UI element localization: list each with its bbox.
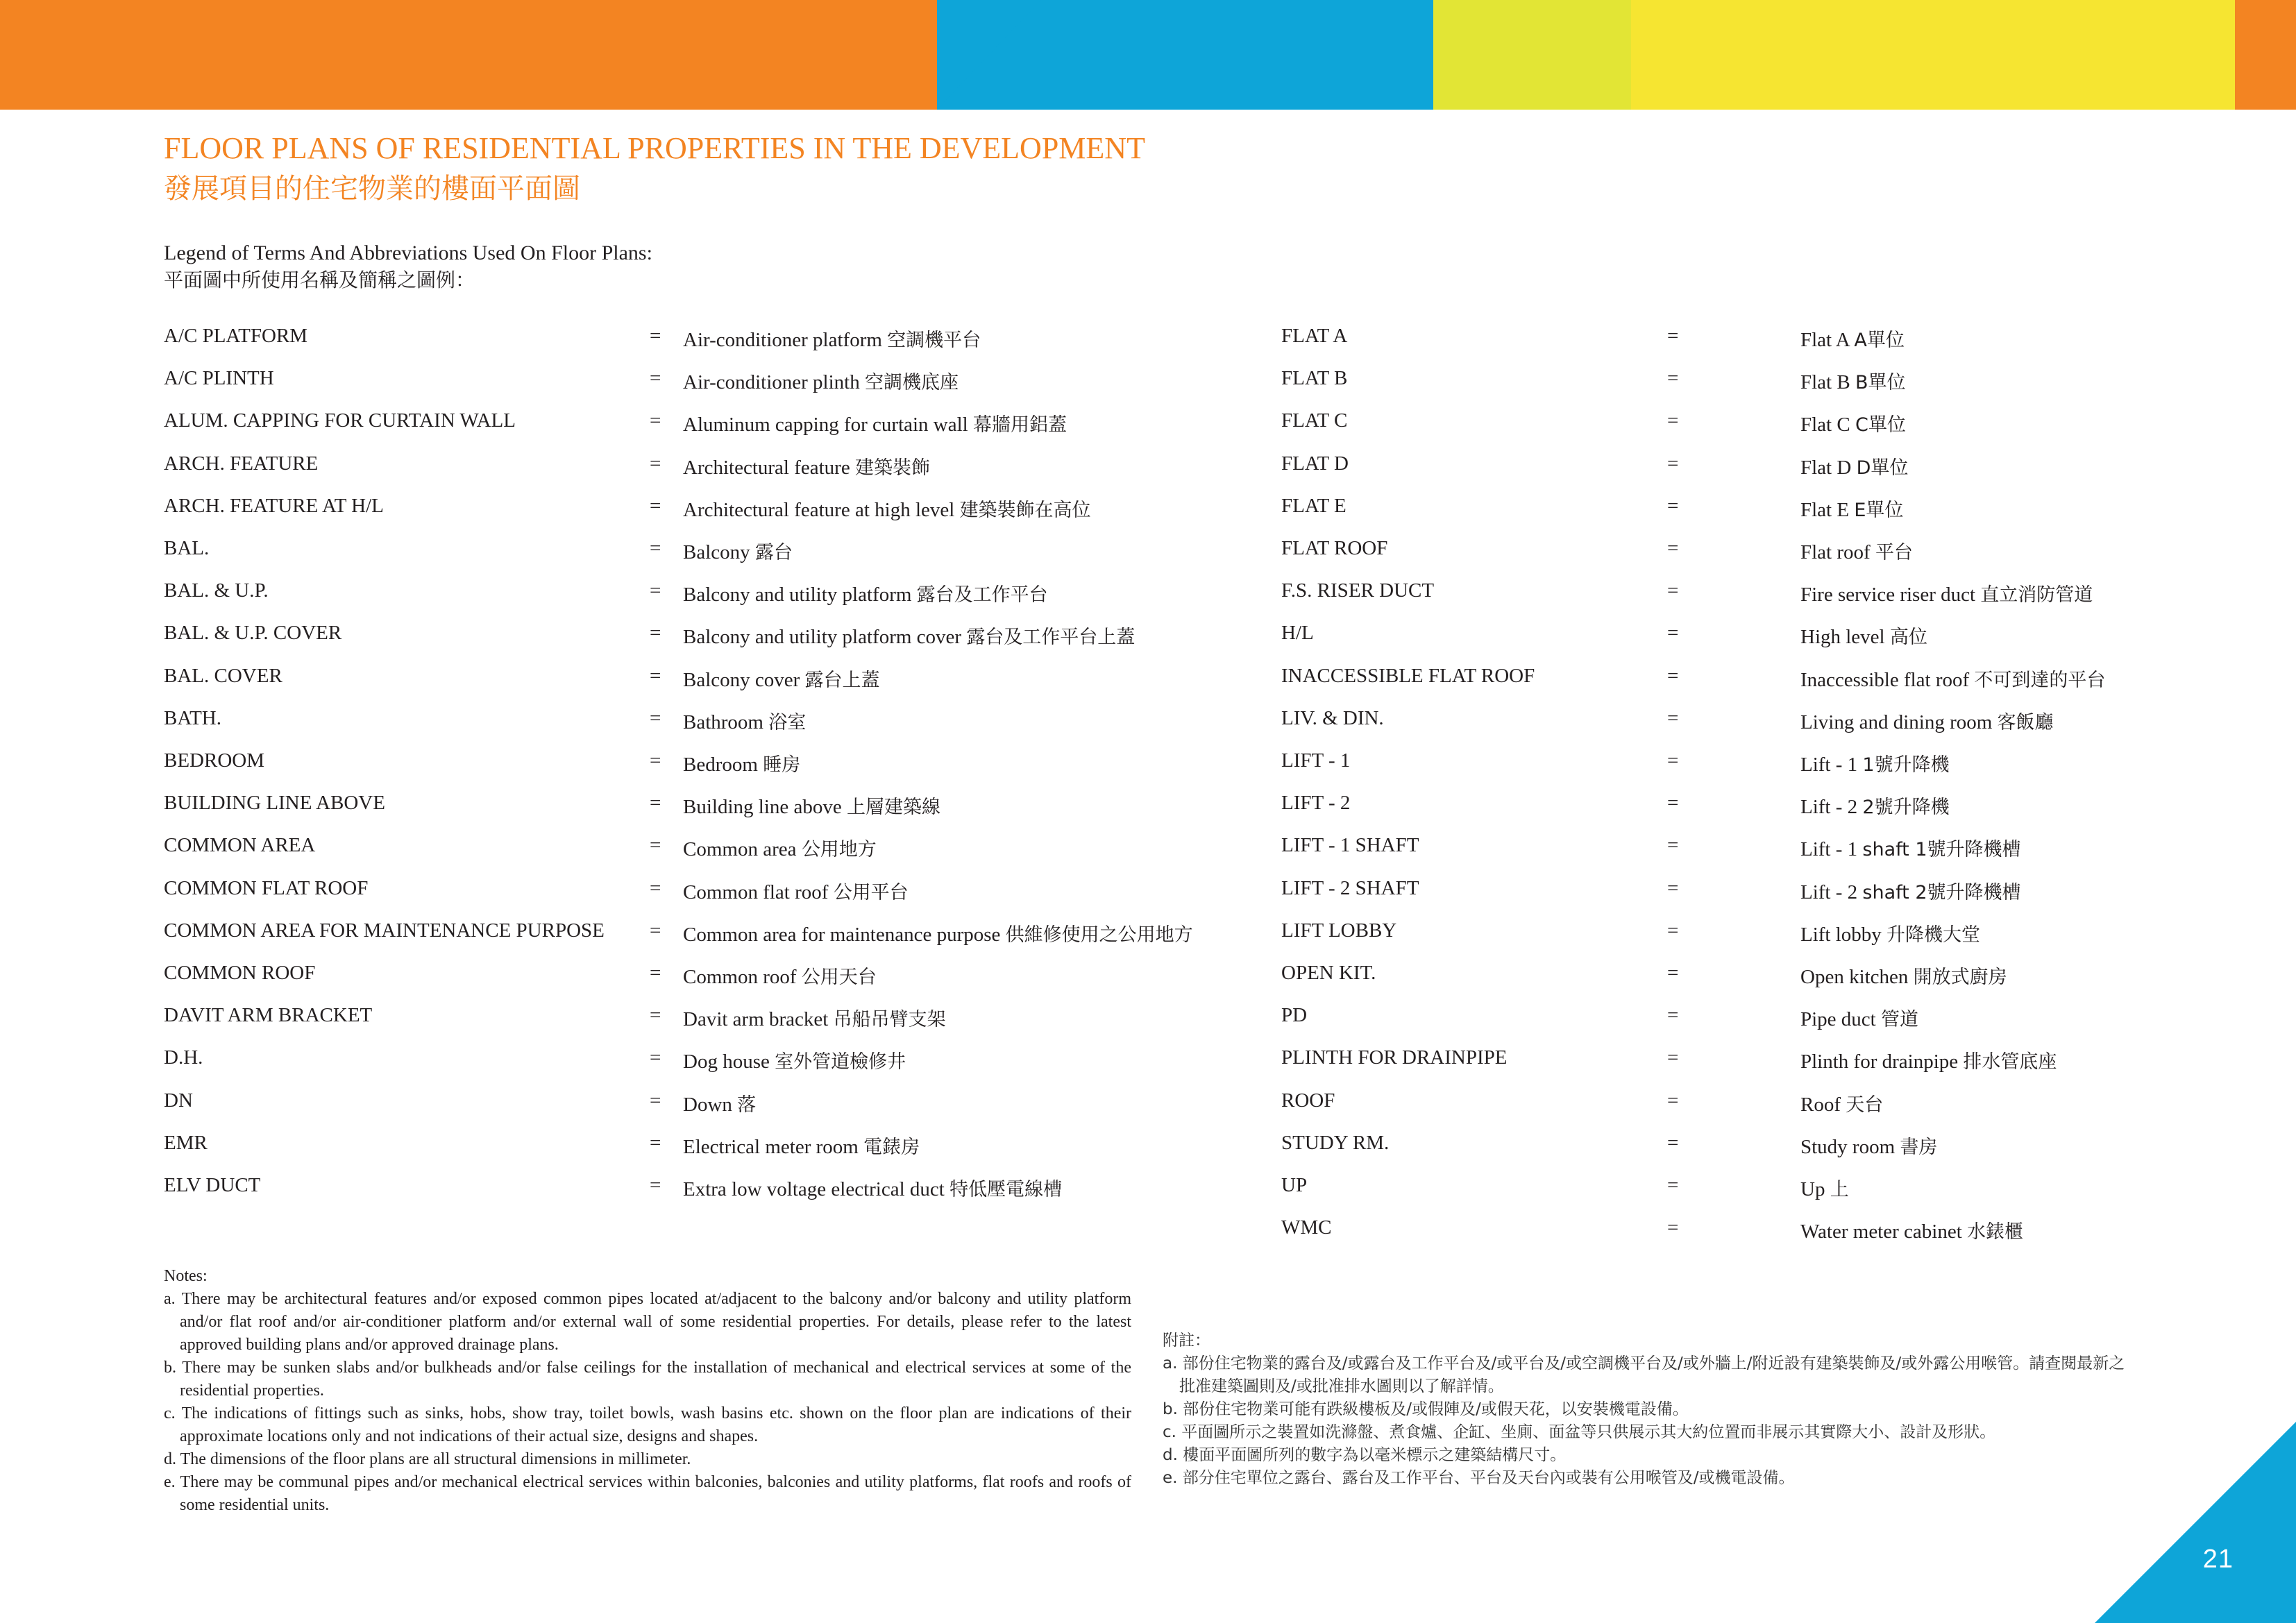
- legend-definition-en: Flat A: [1800, 329, 1850, 351]
- legend-equals: =: [650, 876, 661, 899]
- legend-definition-en: Lift lobby: [1800, 923, 1882, 946]
- legend-definition-en: Balcony: [683, 541, 750, 563]
- legend-definition-en: Plinth for drainpipe: [1800, 1051, 1959, 1073]
- legend-equals: =: [1667, 792, 1679, 815]
- legend-term: STUDY RM.: [1281, 1131, 1390, 1154]
- note-item: d. 樓面平面圖所列的數字為以毫米標示之建築結構尺寸。: [1163, 1446, 1567, 1464]
- legend-definition-en: Lift - 2: [1800, 881, 1858, 903]
- legend-equals: =: [650, 749, 661, 772]
- legend-definition-en: Architectural feature at high level: [683, 498, 955, 521]
- legend-equals: =: [650, 409, 661, 432]
- legend-equals: =: [1667, 706, 1679, 729]
- legend-definition: [1800, 495, 1903, 522]
- legend-definition-zh: 1號升降機: [1862, 754, 1950, 776]
- legend-definition-zh: 上: [1830, 1179, 1849, 1200]
- legend-equals: =: [1667, 579, 1679, 602]
- legend-definition-zh: B單位: [1855, 372, 1906, 394]
- legend-definition: [1800, 622, 1927, 649]
- legend-definition-en: Air-conditioner plinth: [683, 371, 860, 394]
- legend-definition-zh: 落: [737, 1094, 757, 1116]
- legend-heading-chinese: 平面圖中所使用名稱及簡稱之圖例：: [164, 269, 475, 291]
- legend-definition: [1800, 1132, 1937, 1159]
- legend-definition-zh: 室外管道檢修井: [775, 1051, 906, 1073]
- legend-definition-en: High level: [1800, 626, 1885, 649]
- legend-definition-zh: 2號升降機: [1862, 797, 1950, 819]
- legend-term: ARCH. FEATURE: [164, 452, 319, 475]
- legend-term: OPEN KIT.: [1281, 962, 1376, 984]
- legend-definition: [1800, 579, 2093, 606]
- legend-definition: [1800, 1089, 1883, 1116]
- legend-term: WMC: [1281, 1216, 1332, 1239]
- legend-equals: =: [1667, 1046, 1679, 1069]
- legend-definition: [683, 452, 930, 479]
- legend-definition-zh: C單位: [1855, 414, 1906, 436]
- legend-equals: =: [1667, 452, 1679, 475]
- legend-definition-zh: shaft 2號升降機槽: [1862, 881, 2021, 903]
- legend-term: INACCESSIBLE FLAT ROOF: [1281, 664, 1535, 687]
- legend-definition: [1800, 367, 1906, 394]
- legend-definition: [1800, 1216, 2023, 1243]
- legend-definition: [683, 409, 1067, 436]
- legend-equals: =: [650, 325, 661, 347]
- legend-equals: =: [1667, 325, 1679, 347]
- legend-definition-zh: 空調機底座: [864, 372, 959, 394]
- legend-definition: [1800, 749, 1950, 776]
- legend-equals: =: [650, 1174, 661, 1196]
- legend-definition: [683, 367, 959, 394]
- legend-definition-en: Architectural feature: [683, 456, 850, 479]
- legend-definition: [683, 962, 877, 989]
- legend-equals: =: [1667, 622, 1679, 645]
- note-item: a. 部份住宅物業的露台及/或露台及工作平台及/或平台及/或空調機平台及/或外牆上/附近設有建築裝飾及/或外露公用喉管。請查閱最新之批准建築圖則及/或批准排水圖則以了解詳情。: [1163, 1354, 2125, 1395]
- legend-equals: =: [1667, 1131, 1679, 1154]
- legend-term: D.H.: [164, 1046, 203, 1069]
- legend-term: COMMON FLAT ROOF: [164, 876, 369, 899]
- legend-term: LIFT LOBBY: [1281, 919, 1397, 942]
- legend-equals: =: [1667, 494, 1679, 517]
- legend-definition-en: Lift - 1: [1800, 754, 1858, 776]
- note-item: e. 部分住宅單位之露台、露台及工作平台、平台及天台內或裝有公用喉管及/或機電設備。: [1163, 1469, 1795, 1487]
- legend-definition-en: Balcony and utility platform: [683, 584, 912, 606]
- legend-term: LIV. & DIN.: [1281, 706, 1384, 729]
- note-item: b. There may be sunken slabs and/or bulkheads and/or false ceilings for the installation of mechanical and electrical services at some of the residential properties.: [164, 1359, 1131, 1400]
- page-number: 21: [2202, 1545, 2234, 1574]
- legend-definition-zh: 水錶櫃: [1967, 1221, 2024, 1243]
- legend-term: BATH.: [164, 706, 221, 729]
- legend-definition-zh: 露台及工作平台: [916, 584, 1048, 606]
- legend-term: DAVIT ARM BRACKET: [164, 1004, 373, 1027]
- legend-definition-en: Study room: [1800, 1135, 1896, 1158]
- legend-term: LIFT - 1 SHAFT: [1281, 834, 1419, 857]
- legend-term: PD: [1281, 1004, 1308, 1027]
- legend-definition-en: Common area: [683, 838, 797, 861]
- legend-term: ELV DUCT: [164, 1174, 261, 1196]
- legend-definition-zh: 排水管底座: [1963, 1051, 2057, 1073]
- legend-equals: =: [1667, 1174, 1679, 1196]
- legend-definition-en: Bathroom: [683, 711, 763, 733]
- legend-definition-zh: 露台上蓋: [804, 669, 880, 691]
- legend-term: COMMON ROOF: [164, 962, 316, 984]
- legend-term: BUILDING LINE ABOVE: [164, 792, 385, 815]
- legend-definition-en: Flat C: [1800, 414, 1850, 436]
- note-item: d. The dimensions of the floor plans are all structural dimensions in millimeter.: [164, 1450, 691, 1468]
- legend-definition-zh: 高位: [1889, 627, 1927, 649]
- legend-equals: =: [650, 1089, 661, 1112]
- legend-equals: =: [1667, 749, 1679, 772]
- legend-equals: =: [650, 706, 661, 729]
- legend-definition-en: Air-conditioner platform: [683, 329, 882, 351]
- legend-definition-en: Up: [1800, 1178, 1825, 1200]
- legend-definition-en: Balcony cover: [683, 668, 800, 691]
- legend-definition: [1800, 1046, 2057, 1073]
- header-band-yellow: [1631, 0, 2235, 110]
- legend-definition-zh: 特低壓電線槽: [949, 1179, 1063, 1200]
- legend-term: BAL. & U.P. COVER: [164, 622, 342, 645]
- legend-term: BAL. & U.P.: [164, 579, 269, 602]
- legend-definition-zh: A單位: [1854, 330, 1905, 351]
- legend-term: DN: [164, 1089, 193, 1112]
- legend-definition-zh: 管道: [1881, 1009, 1918, 1031]
- legend-definition: [683, 749, 800, 776]
- legend-definition-zh: 露台: [754, 542, 793, 563]
- legend-term: BAL.: [164, 537, 210, 559]
- legend-definition: [683, 792, 940, 819]
- legend-definition-zh: 升降機大堂: [1886, 924, 1981, 946]
- legend-definition: [683, 1132, 920, 1159]
- legend-term: BAL. COVER: [164, 664, 282, 687]
- legend-definition-en: Aluminum capping for curtain wall: [683, 414, 968, 436]
- legend-definition-en: Extra low voltage electrical duct: [683, 1178, 945, 1200]
- legend-definition: [1800, 325, 1905, 352]
- notes-list: [164, 1288, 1131, 1517]
- page-title-chinese: 發展項目的住宅物業的樓面平面圖: [164, 173, 580, 205]
- legend-definition-zh: 建築裝飾: [854, 457, 930, 479]
- legend-definition: [1800, 877, 2021, 904]
- legend-term: LIFT - 2 SHAFT: [1281, 876, 1419, 899]
- legend-equals: =: [650, 579, 661, 602]
- legend-definition-zh: 空調機平台: [887, 330, 981, 351]
- legend-definition-zh: 書房: [1900, 1136, 1938, 1158]
- legend-term: FLAT C: [1281, 409, 1348, 432]
- legend-definition-en: Living and dining room: [1800, 711, 1993, 733]
- legend-definition-en: Pipe duct: [1800, 1008, 1876, 1031]
- legend-term: FLAT B: [1281, 367, 1348, 390]
- legend-term: FLAT ROOF: [1281, 537, 1388, 559]
- legend-definition-en: Common roof: [683, 966, 797, 988]
- legend-term: ROOF: [1281, 1089, 1335, 1112]
- legend-definition-en: Building line above: [683, 796, 842, 819]
- legend-definition-en: Davit arm bracket: [683, 1008, 829, 1031]
- legend-heading: Legend of Terms And Abbreviations Used On Floor Plans:: [164, 241, 652, 264]
- legend-definition-zh: 幕牆用鋁蓋: [972, 414, 1067, 436]
- legend-definition: [1800, 665, 2105, 692]
- legend-equals: =: [1667, 664, 1679, 687]
- legend-equals: =: [650, 537, 661, 559]
- legend-definition: [1800, 409, 1906, 436]
- notes-english: [164, 1265, 1131, 1517]
- legend-term: FLAT E: [1281, 494, 1347, 517]
- legend-definition-en: Flat B: [1800, 371, 1850, 394]
- legend-definition-zh: 電錶房: [863, 1136, 920, 1158]
- legend-term: COMMON AREA: [164, 834, 316, 857]
- legend-equals: =: [650, 1131, 661, 1154]
- legend-definition: [1800, 1004, 1918, 1031]
- legend-definition-zh: 開放式廚房: [1913, 967, 2007, 988]
- legend-equals: =: [1667, 1004, 1679, 1027]
- legend-definition-en: Dog house: [683, 1051, 770, 1073]
- legend-definition: [683, 707, 806, 734]
- legend-definition: [683, 1046, 906, 1073]
- legend-definition: [1800, 1174, 1849, 1201]
- legend-equals: =: [650, 367, 661, 390]
- legend-definition-zh: D單位: [1856, 457, 1909, 479]
- legend-definition-zh: shaft 1號升降機槽: [1862, 839, 2021, 861]
- legend-definition-zh: 公用天台: [801, 967, 877, 988]
- legend-definition-en: Inaccessible flat roof: [1800, 668, 1970, 691]
- legend-term: LIFT - 1: [1281, 749, 1351, 772]
- legend-term: PLINTH FOR DRAINPIPE: [1281, 1046, 1508, 1069]
- legend-equals: =: [650, 1004, 661, 1027]
- legend-definition: [1800, 452, 1908, 479]
- legend-definition-zh: 露台及工作平台上蓋: [966, 627, 1136, 649]
- legend-definition-en: Water meter cabinet: [1800, 1221, 1962, 1243]
- legend-term: EMR: [164, 1131, 208, 1154]
- legend-definition-zh: 公用平台: [833, 881, 909, 903]
- legend-equals: =: [650, 452, 661, 475]
- header-band-orange: [0, 0, 1041, 110]
- legend-equals: =: [1667, 919, 1679, 942]
- legend-equals: =: [650, 622, 661, 645]
- legend-definition: [683, 495, 1091, 522]
- legend-term: A/C PLATFORM: [164, 325, 308, 347]
- legend-definition: [1800, 707, 2054, 734]
- legend-definition-zh: 平台: [1875, 542, 1913, 563]
- legend-term: BEDROOM: [164, 749, 265, 772]
- legend-definition: [683, 537, 793, 564]
- legend-definition: [1800, 919, 1980, 946]
- legend-definition: [683, 1089, 756, 1116]
- legend-definition-en: Electrical meter room: [683, 1135, 859, 1158]
- legend-equals: =: [1667, 1216, 1679, 1239]
- legend-definition: [683, 325, 981, 352]
- legend-definition: [1800, 834, 2021, 861]
- header-band-lime: [1433, 0, 1631, 110]
- legend-definition: [683, 834, 877, 861]
- legend-equals: =: [1667, 367, 1679, 390]
- legend-term: FLAT D: [1281, 452, 1349, 475]
- legend-definition: [683, 579, 1048, 606]
- legend-definition-zh: 吊船吊臂支架: [833, 1009, 946, 1031]
- note-item: e. There may be communal pipes and/or mechanical electrical services within balconies, balconies and utility platforms, flat roofs and roofs of some residential units.: [164, 1473, 1131, 1514]
- legend-equals: =: [650, 664, 661, 687]
- header-band-orange-right: [2235, 0, 2296, 110]
- legend-definition-zh: 直立消防管道: [1980, 584, 2093, 606]
- legend-definition-en: Common flat roof: [683, 881, 829, 903]
- legend-definition-en: Down: [683, 1093, 732, 1116]
- legend-term: COMMON AREA FOR MAINTENANCE PURPOSE: [164, 919, 605, 942]
- legend-definition-en: Open kitchen: [1800, 966, 1909, 988]
- legend-definition-zh: 睡房: [763, 754, 801, 776]
- legend-definition-en: Flat D: [1800, 456, 1852, 479]
- legend-equals: =: [650, 494, 661, 517]
- legend-term: A/C PLINTH: [164, 367, 274, 390]
- legend-definition: [1800, 537, 1913, 564]
- legend-equals: =: [650, 919, 661, 942]
- legend-definition: [683, 1174, 1062, 1201]
- note-item: c. 平面圖所示之裝置如洗滌盤、煮食爐、企缸、坐廁、面盆等只供展示其大約位置而非展示其實際大小、設計及形狀。: [1163, 1423, 1996, 1441]
- page-title: FLOOR PLANS OF RESIDENTIAL PROPERTIES IN THE DEVELOPMENT: [164, 131, 1145, 165]
- legend-definition: [683, 1004, 946, 1031]
- legend-term: LIFT - 2: [1281, 792, 1351, 815]
- legend-definition-en: Lift - 1: [1800, 838, 1858, 861]
- legend-definition-en: Flat E: [1800, 498, 1850, 521]
- legend-term: UP: [1281, 1174, 1308, 1196]
- legend-definition: [683, 622, 1135, 649]
- legend-definition-en: Fire service riser duct: [1800, 584, 1976, 606]
- legend-definition: [683, 919, 1193, 946]
- legend-equals: =: [650, 1046, 661, 1069]
- legend-definition-zh: 客飯廳: [1997, 711, 2054, 733]
- legend-definition: [1800, 792, 1950, 819]
- legend-equals: =: [650, 834, 661, 857]
- notes-list-chinese: [1163, 1352, 2134, 1490]
- legend-definition: [683, 877, 909, 904]
- legend-term: ARCH. FEATURE AT H/L: [164, 494, 384, 517]
- legend-equals: =: [1667, 876, 1679, 899]
- note-item: c. The indications of fittings such as sinks, hobs, show tray, toilet bowls, wash basins etc. shown on the floor plan are indications of their approximate locations only and not indications of their actual size, designs and shapes.: [164, 1404, 1131, 1445]
- legend-definition-zh: 浴室: [768, 711, 807, 733]
- notes-title: Notes:: [164, 1267, 208, 1285]
- legend-equals: =: [1667, 1089, 1679, 1112]
- legend-equals: =: [1667, 409, 1679, 432]
- notes-title-chinese: 附註：: [1163, 1332, 1210, 1350]
- legend-definition: [1800, 962, 2007, 989]
- legend-definition-en: Common area for maintenance purpose: [683, 923, 1001, 946]
- legend-definition-en: Roof: [1800, 1093, 1841, 1116]
- legend-definition-zh: 不可到達的平台: [1974, 669, 2106, 691]
- legend-definition-en: Balcony and utility platform cover: [683, 626, 962, 649]
- legend-equals: =: [1667, 834, 1679, 857]
- legend-equals: =: [1667, 537, 1679, 559]
- legend-equals: =: [650, 792, 661, 815]
- legend-definition-zh: 天台: [1846, 1094, 1884, 1116]
- legend-definition-en: Lift - 2: [1800, 796, 1858, 819]
- legend-term: FLAT A: [1281, 325, 1348, 347]
- legend-definition-zh: 供維修使用之公用地方: [1005, 924, 1193, 946]
- legend-term: F.S. RISER DUCT: [1281, 579, 1435, 602]
- legend-equals: =: [1667, 962, 1679, 984]
- legend-definition: [683, 665, 880, 692]
- legend-definition-zh: 建築裝飾在高位: [959, 499, 1091, 521]
- legend-definition-zh: 公用地方: [801, 839, 877, 861]
- note-item: b. 部份住宅物業可能有跌級樓板及/或假陣及/或假天花，以安裝機電設備。: [1163, 1400, 1689, 1418]
- note-item: a. There may be architectural features and/or exposed common pipes located at/adjacent to the balcony and/or balcony and utility platform and/or flat roof and/or air-conditioner platform and/or external wall of some residential properties. For details, please refer to the latest approved building plans and/or approved drainage plans.: [164, 1290, 1131, 1354]
- legend-definition-zh: 上層建築線: [847, 797, 940, 819]
- legend-definition-en: Flat roof: [1800, 541, 1871, 563]
- legend-term: H/L: [1281, 622, 1314, 645]
- notes-chinese: [1163, 1329, 2134, 1490]
- legend-equals: =: [650, 962, 661, 984]
- legend-definition-en: Bedroom: [683, 754, 758, 776]
- legend-definition-zh: E單位: [1854, 499, 1904, 521]
- legend-term: ALUM. CAPPING FOR CURTAIN WALL: [164, 409, 516, 432]
